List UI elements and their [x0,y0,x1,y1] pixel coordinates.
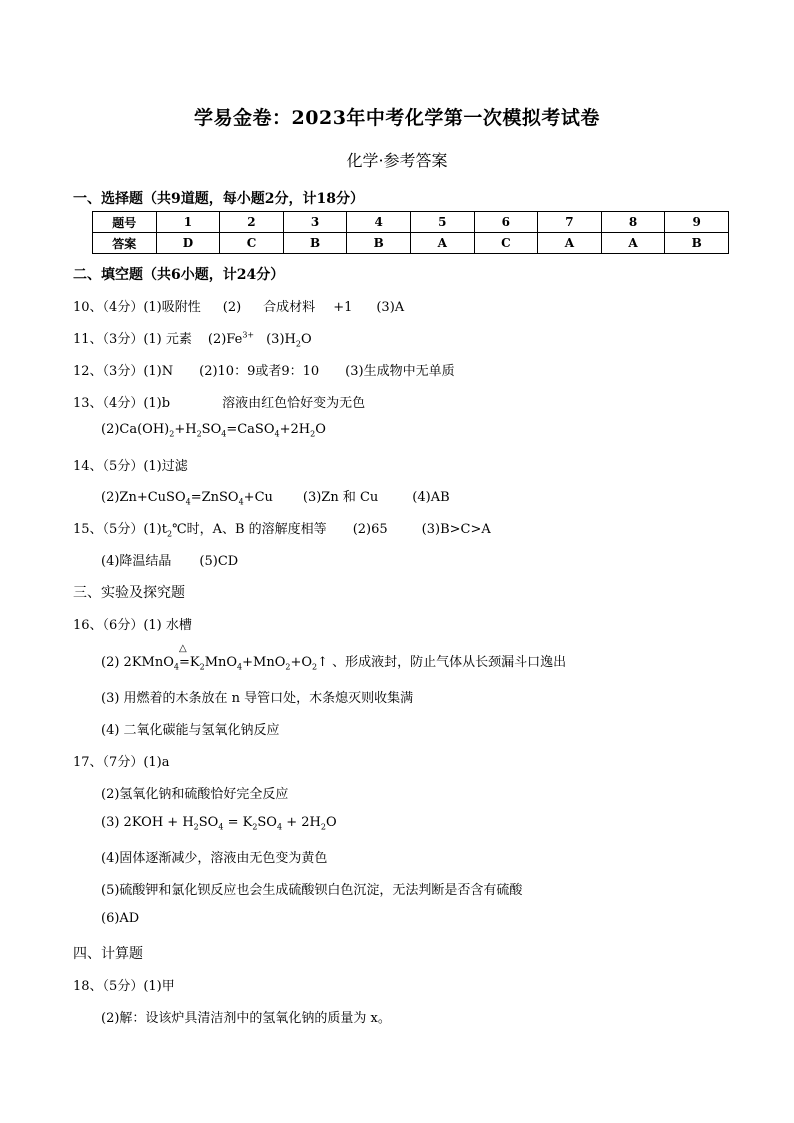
answer-line-q18-2: (2)解：设该炉具清洁剂中的氢氧化钠的质量为 x。 [101,1011,391,1026]
table-cell: 6 [474,212,538,233]
table-cell: 9 [665,212,729,233]
answer-line-q16: 16、（6分）(1) 水槽 [73,618,192,633]
table-cell: B [665,233,729,254]
table-cell: A [538,233,602,254]
answer-table [92,211,729,254]
table-row-numbers [93,212,729,233]
table-header-cell: 题号 [93,212,157,233]
heating-condition: △ = [178,643,190,670]
answer-line-q17-2: (2)氢氧化钠和硫酸恰好完全反应 [101,787,289,802]
table-row-answers [93,233,729,254]
answer-line-q17-3: (3) $2KOH + H_2SO_4 = K_2SO_4 + 2H_2O$ [101,815,337,832]
answer-line-q17: 17、（7分）(1)a [73,755,170,770]
table-cell: C [220,233,284,254]
page-subtitle: 化学·参考答案 [346,151,448,170]
answer-line-q11: 11、（3分）(1) 元素 $(2)Fe^{3+}$ $(3)H_2O$ [73,330,312,349]
answer-line-q16-3: (3) 用燃着的木条放在 n 导管口处，木条熄灭则收集满 [101,691,414,706]
answer-line-q17-4: (4)固体逐渐减少，溶液由无色变为黄色 [101,851,328,866]
answer-line-q13: 13、（4分）(1)b 溶液由红色恰好变为无色 [73,396,366,411]
answer-line-q16-eq: (2) 2KMnO$_4$ △ $=K_2MnO_4+MnO_2+O_2↑$ 、形成液封，防止气体从长颈漏斗口逸出 [101,643,567,672]
answer-line-q10: 10、（4分）(1)吸附性 (2) 合成材料 +1 (3)A [73,300,405,315]
section-heading-experiment: 三、实验及探究题 [73,585,185,601]
answer-line-q16-4: (4) 二氧化碳能与氢氧化钠反应 [101,723,280,738]
table-cell: 3 [283,212,347,233]
table-header-cell: 答案 [93,233,157,254]
question-number: 10、（4分） [73,300,144,315]
answer-line-q15-b: (4)降温结晶 (5)CD [101,554,239,569]
table-cell: A [601,233,665,254]
table-cell: 2 [220,212,284,233]
answer-line-q14-eq: (2)Zn+CuSO$_4$=ZnSO$_4$+Cu (3)Zn 和 Cu (4)AB [101,490,450,507]
question-number: 15、（5分） [73,522,144,537]
section-heading-calculation: 四、计算题 [73,946,143,962]
question-number: 13、（4分） [73,396,144,411]
section-heading-fill: 二、填空题（共6小题，计24分） [73,267,285,283]
question-number: 11、（3分） [73,332,144,347]
answer-line-q14: 14、（5分）(1)过滤 [73,459,188,474]
table-cell: B [283,233,347,254]
table-cell: B [347,233,411,254]
table-cell: 4 [347,212,411,233]
question-number: 16、（6分） [73,618,144,633]
table-cell: 8 [601,212,665,233]
table-cell: D [156,233,220,254]
question-number: 17、（7分） [73,755,144,770]
answer-line-q18: 18、（5分）(1)甲 [73,979,175,994]
table-cell: C [474,233,538,254]
answer-line-q15: 15、（5分）$(1)t_2℃$时，A、B 的溶解度相等 (2)65 (3)B>C>A [73,522,491,539]
answer-line-q12: 12、（3分）(1)N (2)10：9或者9：10 (3)生成物中无单质 [73,364,455,379]
answer-line-q13-eq: $(2)Ca(OH)_2+H_2SO_4=CaSO_4+2H_2O$ [101,422,326,439]
answer-line-q17-6: (6)AD [101,911,140,926]
question-number: 12、（3分） [73,364,144,379]
question-number: 18、（5分） [73,979,144,994]
question-number: 14、（5分） [73,459,144,474]
page-title: 学易金卷：2023年中考化学第一次模拟考试卷 [194,107,600,129]
table-cell: 7 [538,212,602,233]
table-cell: 5 [410,212,474,233]
table-cell: A [410,233,474,254]
table-cell: 1 [156,212,220,233]
answer-line-q17-5: (5)硫酸钾和氯化钡反应也会生成硫酸钡白色沉淀，无法判断是否含有硫酸 [101,883,523,898]
section-heading-choice: 一、选择题（共9道题，每小题2分，计18分） [73,191,364,207]
